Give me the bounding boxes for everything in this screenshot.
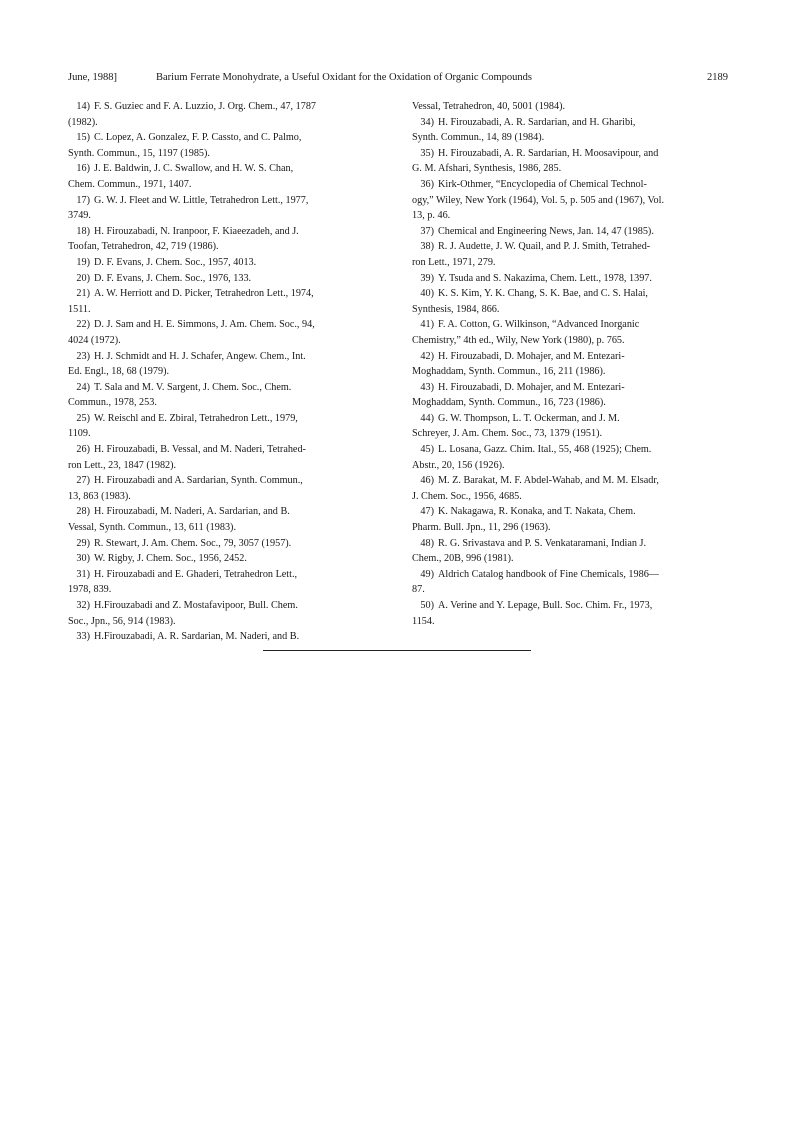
reference-number: 43) <box>420 381 434 393</box>
reference-item <box>412 286 730 317</box>
reference-number: 46) <box>420 475 434 487</box>
reference-item <box>412 349 730 380</box>
end-rule <box>263 650 531 651</box>
reference-item <box>68 255 386 271</box>
reference-number: 36) <box>420 178 434 190</box>
reference-number: 21) <box>76 288 90 300</box>
reference-text-line: H. Firouzabadi, B. Vessal, and M. Naderi, Tetrahed- <box>94 444 306 456</box>
reference-text-line: 3749. <box>68 210 91 222</box>
reference-text-line: H. Firouzabadi, N. Iranpoor, F. Kiaeezadeh, and J. <box>94 225 299 237</box>
reference-item <box>412 598 730 629</box>
reference-number: 50) <box>420 600 434 611</box>
reference-text-line: H. Firouzabadi and A. Sardarian, Synth. Commun., <box>94 475 303 487</box>
reference-text-line: 13, 863 (1983). <box>68 490 131 502</box>
reference-text-line: 1109. <box>68 428 91 440</box>
reference-text-line: 13, p. 46. <box>412 210 451 222</box>
reference-item <box>68 317 386 348</box>
reference-number: 32) <box>76 600 90 611</box>
reference-text-line: H. Firouzabadi, A. R. Sardarian, H. Moosavipour, and <box>438 147 659 159</box>
reference-text-line: Toofan, Tetrahedron, 42, 719 (1986). <box>68 241 219 253</box>
reference-item <box>68 551 386 567</box>
reference-number: 28) <box>76 506 90 518</box>
reference-item <box>412 317 730 348</box>
reference-item <box>412 411 730 442</box>
reference-item <box>68 411 386 442</box>
reference-item <box>68 504 386 535</box>
reference-text-line: J. Chem. Soc., 1956, 4685. <box>412 490 522 502</box>
reference-number: 22) <box>76 319 90 331</box>
reference-text-line: (1982). <box>68 116 98 128</box>
reference-text-line: Abstr., 20, 156 (1926). <box>412 459 505 471</box>
reference-text-line: H. Firouzabadi, D. Mohajer, and M. Entezari- <box>438 381 625 393</box>
reference-item <box>68 161 386 192</box>
reference-text-line: F. A. Cotton, G. Wilkinson, “Advanced Inorganic <box>438 319 640 331</box>
reference-item <box>412 239 730 270</box>
reference-text-line: ron Lett., 23, 1847 (1982). <box>68 459 177 471</box>
reference-item <box>412 146 730 177</box>
reference-text-line: F. S. Guziec and F. A. Luzzio, J. Org. Chem., 47, 1787 <box>94 101 317 112</box>
reference-text-line: H.Firouzabadi and Z. Mostafavipoor, Bull. Chem. <box>94 600 298 611</box>
reference-text-line: Pharm. Bull. Jpn., 11, 296 (1963). <box>412 522 551 534</box>
reference-number: 48) <box>420 537 434 549</box>
reference-text-line: K. S. Kim, Y. K. Chang, S. K. Bae, and C. S. Halai, <box>438 288 648 300</box>
reference-text-line: G. M. Afshari, Synthesis, 1986, 285. <box>412 163 562 175</box>
reference-number: 26) <box>76 444 90 456</box>
reference-item <box>68 380 386 411</box>
reference-text-line: D. F. Evans, J. Chem. Soc., 1957, 4013. <box>94 256 257 268</box>
reference-text-line: Synth. Commun., 14, 89 (1984). <box>412 132 545 144</box>
reference-number: 30) <box>76 553 90 565</box>
reference-number: 27) <box>76 475 90 487</box>
reference-text-line: H. Firouzabadi, M. Naderi, A. Sardarian, and B. <box>94 506 290 518</box>
reference-text-line: ron Lett., 1971, 279. <box>412 256 496 268</box>
reference-text-line: H. Firouzabadi, D. Mohajer, and M. Entezari- <box>438 350 625 362</box>
reference-text-line: D. J. Sam and H. E. Simmons, J. Am. Chem. Soc., 94, <box>94 319 315 331</box>
reference-item <box>412 380 730 411</box>
reference-number: 15) <box>76 132 90 144</box>
reference-number: 37) <box>420 225 434 237</box>
header-title: Barium Ferrate Monohydrate, a Useful Oxidant for the Oxidation of Organic Compounds <box>156 72 532 83</box>
reference-item <box>68 224 386 255</box>
reference-item <box>68 130 386 161</box>
reference-number: 35) <box>420 147 434 159</box>
reference-text-line: Vessal, Synth. Commun., 13, 611 (1983). <box>68 522 236 534</box>
reference-number: 31) <box>76 568 90 580</box>
reference-text-line: Chem., 20B, 996 (1981). <box>412 553 514 565</box>
reference-text-line: Moghaddam, Synth. Commun., 16, 211 (1986). <box>412 366 606 378</box>
reference-text-line: H. J. Schmidt and H. J. Schafer, Angew. Chem., Int. <box>94 350 306 362</box>
reference-text-line: M. Z. Barakat, M. F. Abdel-Wahab, and M. M. Elsadr, <box>438 475 659 487</box>
reference-text-line: D. F. Evans, J. Chem. Soc., 1976, 133. <box>94 272 252 284</box>
reference-number: 41) <box>420 319 434 331</box>
reference-item <box>68 442 386 473</box>
header-date: June, 1988] <box>68 72 117 83</box>
reference-item <box>412 271 730 287</box>
reference-item <box>68 99 386 130</box>
reference-item <box>68 536 386 552</box>
references-left-column <box>68 99 386 645</box>
reference-text-line: C. Lopez, A. Gonzalez, F. P. Cassto, and C. Palmo, <box>94 132 302 144</box>
reference-text-line: J. E. Baldwin, J. C. Swallow, and H. W. S. Chan, <box>94 163 294 175</box>
reference-text-line: H. Firouzabadi, A. R. Sardarian, and H. Gharibi, <box>438 116 636 128</box>
reference-number: 44) <box>420 412 434 424</box>
reference-number: 34) <box>420 116 434 128</box>
reference-text-line: Commun., 1978, 253. <box>68 397 157 409</box>
reference-text-line: L. Losana, Gazz. Chim. Ital., 55, 468 (1925); Chem. <box>438 444 652 456</box>
reference-number: 23) <box>76 350 90 362</box>
reference-item <box>68 271 386 287</box>
reference-text-line: G. W. Thompson, L. T. Ockerman, and J. M. <box>438 412 620 424</box>
reference-text-line: Synth. Commun., 15, 1197 (1985). <box>68 147 210 159</box>
reference-number: 16) <box>76 163 90 175</box>
reference-item <box>412 442 730 473</box>
reference-number: 14) <box>76 101 90 112</box>
reference-number: 49) <box>420 568 434 580</box>
references-right-column <box>412 99 730 629</box>
reference-text-line: W. Reischl and E. Zbiral, Tetrahedron Lett., 1979, <box>94 412 298 424</box>
running-header <box>68 72 728 88</box>
reference-number: 42) <box>420 350 434 362</box>
reference-text-line: Y. Tsuda and S. Nakazima, Chem. Lett., 1978, 1397. <box>438 272 652 284</box>
reference-text-line: Chemistry,” 4th ed., Wily, New York (1980), p. 765. <box>412 334 625 346</box>
reference-item <box>68 629 386 645</box>
reference-text-line: 4024 (1972). <box>68 334 121 346</box>
reference-text-line: Chemical and Engineering News, Jan. 14, 47 (1985). <box>438 225 654 237</box>
reference-text-line: G. W. J. Fleet and W. Little, Tetrahedron Lett., 1977, <box>94 194 309 206</box>
reference-item <box>68 193 386 224</box>
reference-item <box>412 567 730 598</box>
reference-number: 38) <box>420 241 434 253</box>
reference-number: 18) <box>76 225 90 237</box>
reference-item <box>412 115 730 146</box>
reference-text-line: 87. <box>412 584 425 596</box>
reference-number: 47) <box>420 506 434 518</box>
reference-text-line: 1511. <box>68 303 91 315</box>
reference-text-line: 1154. <box>412 615 435 627</box>
reference-text-line: R. Stewart, J. Am. Chem. Soc., 79, 3057 (1957). <box>94 537 292 549</box>
reference-text-line: ogy,” Wiley, New York (1964), Vol. 5, p. 505 and (1967), Vol. <box>412 194 665 206</box>
reference-item <box>68 567 386 598</box>
reference-item <box>412 224 730 240</box>
reference-text-line: Aldrich Catalog handbook of Fine Chemicals, 1986— <box>438 568 659 580</box>
reference-text-line: H. Firouzabadi and E. Ghaderi, Tetrahedron Lett., <box>94 568 298 580</box>
reference-number: 40) <box>420 288 434 300</box>
reference-text-line: Chem. Commun., 1971, 1407. <box>68 178 192 190</box>
reference-number: 19) <box>76 256 90 268</box>
reference-text-line: A. Verine and Y. Lepage, Bull. Soc. Chim. Fr., 1973, <box>438 600 653 611</box>
reference-text-line: K. Nakagawa, R. Konaka, and T. Nakata, Chem. <box>438 506 636 518</box>
reference-number: 25) <box>76 412 90 424</box>
reference-number: 45) <box>420 444 434 456</box>
reference-text-line: T. Sala and M. V. Sargent, J. Chem. Soc., Chem. <box>94 381 292 393</box>
reference-number: 39) <box>420 272 434 284</box>
reference-item <box>68 473 386 504</box>
reference-number: 29) <box>76 537 90 549</box>
reference-item <box>68 286 386 317</box>
reference-number: 33) <box>76 631 90 643</box>
reference-item <box>412 473 730 504</box>
reference-item <box>412 177 730 224</box>
reference-item <box>68 598 386 629</box>
reference-text-line: Soc., Jpn., 56, 914 (1983). <box>68 615 176 627</box>
reference-number: 17) <box>76 194 90 206</box>
page-number: 2189 <box>707 72 728 83</box>
reference-item <box>412 536 730 567</box>
reference-text-line: Moghaddam, Synth. Commun., 16, 723 (1986). <box>412 397 606 409</box>
reference-text-line: Ed. Engl., 18, 68 (1979). <box>68 366 170 378</box>
reference-text-line: 1978, 839. <box>68 584 112 596</box>
reference-text-line: Schreyer, J. Am. Chem. Soc., 73, 1379 (1951). <box>412 428 603 440</box>
reference-item <box>412 504 730 535</box>
reference-continuation: Vessal, Tetrahedron, 40, 5001 (1984). <box>412 101 566 112</box>
reference-text-line: Kirk-Othmer, “Encyclopedia of Chemical Technol- <box>438 178 647 190</box>
reference-item <box>68 349 386 380</box>
reference-text-line: R. J. Audette, J. W. Quail, and P. J. Smith, Tetrahed- <box>438 241 651 253</box>
reference-text-line: R. G. Srivastava and P. S. Venkataramani, Indian J. <box>438 537 647 549</box>
reference-number: 20) <box>76 272 90 284</box>
reference-text-line: A. W. Herriott and D. Picker, Tetrahedron Lett., 1974, <box>94 288 314 300</box>
reference-text-line: H.Firouzabadi, A. R. Sardarian, M. Naderi, and B. <box>94 631 300 643</box>
reference-text-line: W. Rigby, J. Chem. Soc., 1956, 2452. <box>94 553 247 565</box>
reference-number: 24) <box>76 381 90 393</box>
reference-text-line: Synthesis, 1984, 866. <box>412 303 500 315</box>
